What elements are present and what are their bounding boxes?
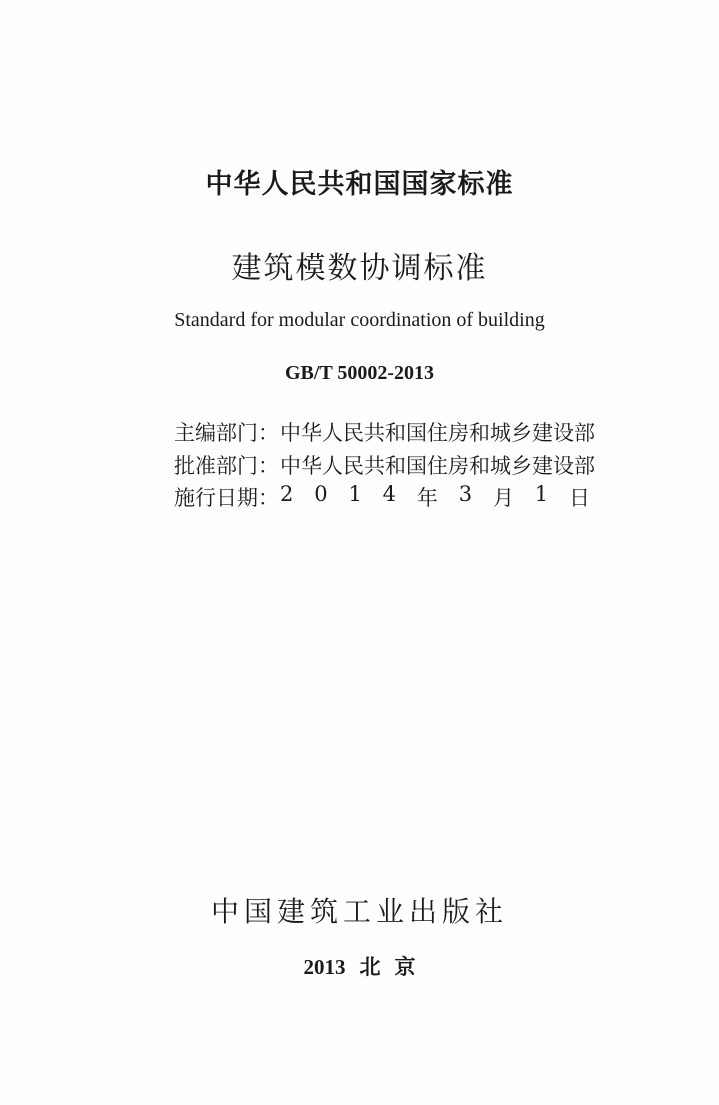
- standard-code: GB/T 50002-2013: [284, 362, 435, 384]
- date-part: 2: [280, 482, 294, 506]
- publication-city-char: 京: [394, 955, 416, 979]
- editor-department-label: 主编部门：: [174, 421, 279, 445]
- publication-year: 2013: [303, 955, 346, 979]
- editor-department-row: [174, 417, 614, 447]
- date-part: 日: [569, 486, 590, 510]
- date-part: 1: [534, 482, 549, 506]
- effective-date-label: 施行日期：: [174, 486, 279, 510]
- date-part: 4: [382, 482, 397, 506]
- publisher-name: 中国建筑工业出版社: [210, 895, 508, 928]
- date-part: 年: [416, 486, 438, 510]
- date-part: 月: [492, 486, 514, 510]
- approver-department-label: 批准部门：: [174, 454, 279, 478]
- editor-department-value: 中华人民共和国住房和城乡建设部: [280, 421, 595, 445]
- standard-title-chinese: 建筑模数协调标准: [231, 251, 488, 286]
- national-standard-heading: 中华人民共和国国家标准: [205, 169, 514, 200]
- approver-department-value: 中华人民共和国住房和城乡建设部: [280, 454, 595, 478]
- publication-city-char: 北: [359, 955, 381, 979]
- date-part: 3: [458, 482, 473, 506]
- date-part: 1: [348, 482, 362, 506]
- effective-date-row: [174, 482, 614, 512]
- approver-department-row: [174, 450, 614, 480]
- effective-date-value: [280, 482, 590, 512]
- date-part: 0: [314, 482, 328, 506]
- standard-title-english: Standard for modular coordination of building: [174, 309, 545, 331]
- publication-year-city: [0, 951, 719, 981]
